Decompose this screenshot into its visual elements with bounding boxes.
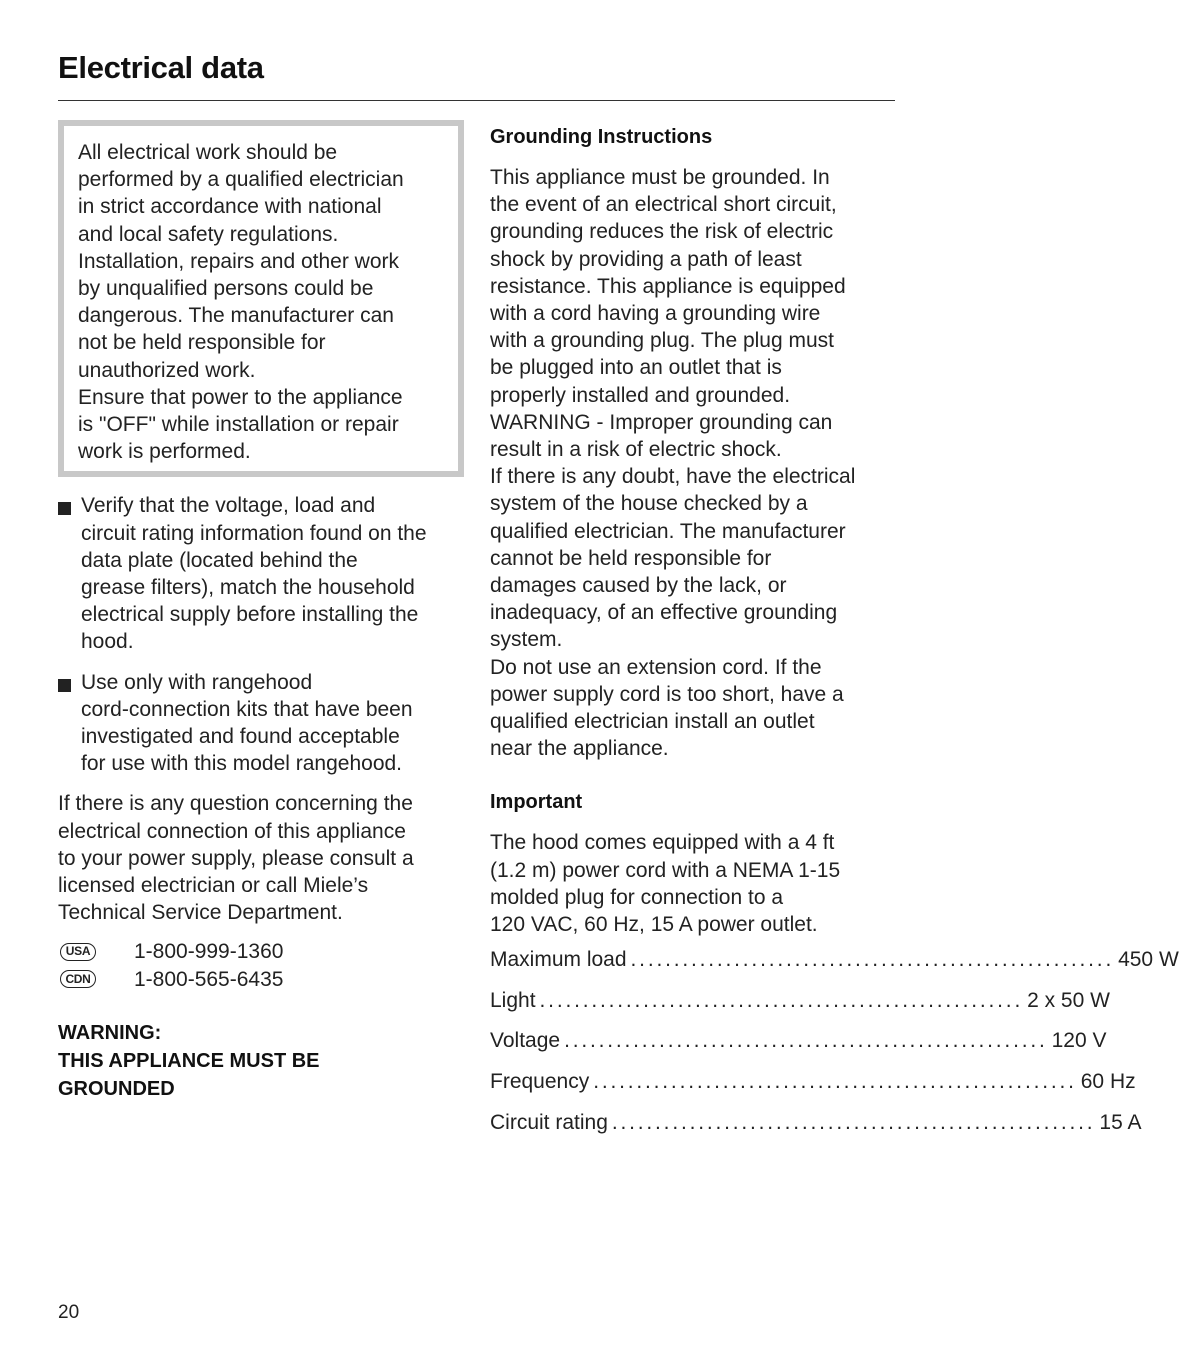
requirements-list: [58, 492, 466, 777]
contact-line: licensed electrician or call Miele’s: [58, 874, 369, 898]
notice-line: Installation, repairs and other work: [78, 249, 399, 273]
notice-line: unauthorized work.: [78, 358, 256, 382]
grounding-line: Do not use an extension cord. If the: [490, 655, 822, 679]
title-divider: [58, 100, 895, 101]
warning-line: WARNING:: [58, 1021, 162, 1044]
grounding-line: with a cord having a grounding wire: [490, 302, 821, 326]
phone-number: 1-800-565-6435: [134, 967, 284, 991]
important-paragraph: [490, 829, 900, 938]
page-title: Electrical data: [58, 50, 264, 85]
notice-line: Ensure that power to the appliance: [78, 385, 403, 409]
important-line: molded plug for connection to a: [490, 885, 784, 909]
bullet-line: circuit rating information found on the: [81, 521, 427, 545]
contact-paragraph: [58, 790, 466, 926]
notice-line: and local safety regulations.: [78, 222, 339, 246]
safety-notice-box: [58, 120, 464, 477]
square-bullet-icon: [58, 679, 71, 692]
bullet-line: investigated and found acceptable: [81, 725, 400, 749]
square-bullet-icon: [58, 502, 71, 515]
grounding-heading: Grounding Instructions: [490, 126, 713, 148]
contact-line: Technical Service Department.: [58, 901, 343, 925]
important-line: The hood comes equipped with a 4 ft: [490, 831, 835, 855]
spec-label: Frequency: [490, 1070, 590, 1094]
cdn-country-badge: CDN: [60, 970, 96, 988]
bullet-line: cord-connection kits that have been: [81, 697, 413, 721]
grounding-line: result in a risk of electric shock.: [490, 438, 782, 462]
contact-line: electrical connection of this appliance: [58, 819, 406, 843]
bullet-line: for use with this model rangehood.: [81, 752, 403, 776]
notice-line: not be held responsible for: [78, 331, 326, 355]
dot-leader: ........................................................: [539, 988, 1024, 1012]
bullet-line: electrical supply before installing the: [81, 603, 419, 627]
grounding-line: with a grounding plug. The plug must: [490, 329, 834, 353]
dot-leader: ........................................................: [564, 1029, 1048, 1053]
grounding-line: near the appliance.: [490, 737, 669, 761]
list-item: [58, 492, 466, 655]
important-line: 120 VAC, 60 Hz, 15 A power outlet.: [490, 913, 818, 937]
spec-value: 60 Hz: [1080, 1070, 1136, 1094]
spec-row: [490, 1110, 1142, 1152]
phone-row-cdn: [58, 966, 466, 993]
grounding-line: qualified electrician install an outlet: [490, 710, 815, 734]
phone-number: 1-800-999-1360: [134, 940, 284, 964]
spec-value: 15 A: [1099, 1110, 1142, 1134]
grounding-line: qualified electrician. The manufacturer: [490, 519, 846, 543]
list-item: [58, 669, 466, 778]
grounding-warning: [58, 1019, 466, 1103]
spec-label: Light: [490, 988, 536, 1012]
bullet-line: data plate (located behind the: [81, 548, 358, 572]
notice-line: dangerous. The manufacturer can: [78, 304, 394, 328]
important-line: (1.2 m) power cord with a NEMA 1-15: [490, 858, 841, 882]
bullet-line: hood.: [81, 630, 134, 654]
spec-row: [490, 988, 1110, 1030]
left-column: [58, 120, 466, 1103]
spec-label: Voltage: [490, 1029, 561, 1053]
grounding-line: inadequacy, of an effective grounding: [490, 601, 838, 625]
specs-table: [490, 948, 1179, 1151]
grounding-line: system of the house checked by a: [490, 492, 808, 516]
dot-leader: ........................................................: [630, 948, 1115, 972]
grounding-line: power supply cord is too short, have a: [490, 682, 844, 706]
spec-row: [490, 1070, 1136, 1111]
spec-row: [490, 948, 1179, 989]
contact-line: to your power supply, please consult a: [58, 846, 414, 870]
spec-value: 450 W: [1118, 948, 1179, 972]
notice-line: is "OFF" while installation or repair: [78, 413, 399, 437]
notice-line: performed by a qualified electrician: [78, 168, 404, 192]
grounding-line: This appliance must be grounded. In: [490, 166, 830, 189]
dot-leader: ........................................................: [611, 1110, 1096, 1134]
notice-line: work is performed.: [78, 440, 251, 464]
bullet-line: Verify that the voltage, load and: [81, 494, 376, 518]
spec-row: [490, 1029, 1107, 1070]
grounding-line: be plugged into an outlet that is: [490, 356, 782, 380]
phone-row-usa: [58, 938, 466, 965]
usa-country-badge: USA: [60, 943, 96, 961]
grounding-line: damages caused by the lack, or: [490, 574, 787, 598]
grounding-line: grounding reduces the risk of electric: [490, 220, 834, 244]
grounding-line: resistance. This appliance is equipped: [490, 274, 846, 298]
notice-line: by unqualified persons could be: [78, 277, 374, 301]
spec-label: Circuit rating: [490, 1110, 608, 1134]
grounding-line: WARNING - Improper grounding can: [490, 410, 833, 434]
important-heading: Important: [490, 791, 583, 814]
grounding-line: the event of an electrical short circuit,: [490, 193, 837, 217]
bullet-line: grease filters), match the household: [81, 576, 415, 600]
grounding-line: cannot be held responsible for: [490, 546, 772, 570]
notice-line: in strict accordance with national: [78, 195, 382, 219]
phone-list: [58, 938, 466, 992]
spec-value: 2 x 50 W: [1027, 988, 1110, 1012]
page-number: 20: [58, 1302, 80, 1323]
spec-value: 120 V: [1051, 1029, 1107, 1053]
warning-line: THIS APPLIANCE MUST BE: [58, 1049, 320, 1072]
contact-line: If there is any question concerning the: [58, 792, 413, 816]
dot-leader: ........................................................: [593, 1070, 1077, 1094]
grounding-line: properly installed and grounded.: [490, 383, 791, 407]
warning-line: GROUNDED: [58, 1077, 175, 1100]
right-column: [490, 124, 1179, 1151]
spec-label: Maximum load: [490, 948, 627, 972]
notice-line: All electrical work should be: [78, 141, 338, 164]
bullet-line: Use only with rangehood: [81, 670, 313, 694]
grounding-line: If there is any doubt, have the electrical: [490, 465, 856, 489]
grounding-paragraph: [490, 164, 900, 762]
grounding-line: system.: [490, 628, 563, 652]
grounding-line: shock by providing a path of least: [490, 247, 802, 271]
